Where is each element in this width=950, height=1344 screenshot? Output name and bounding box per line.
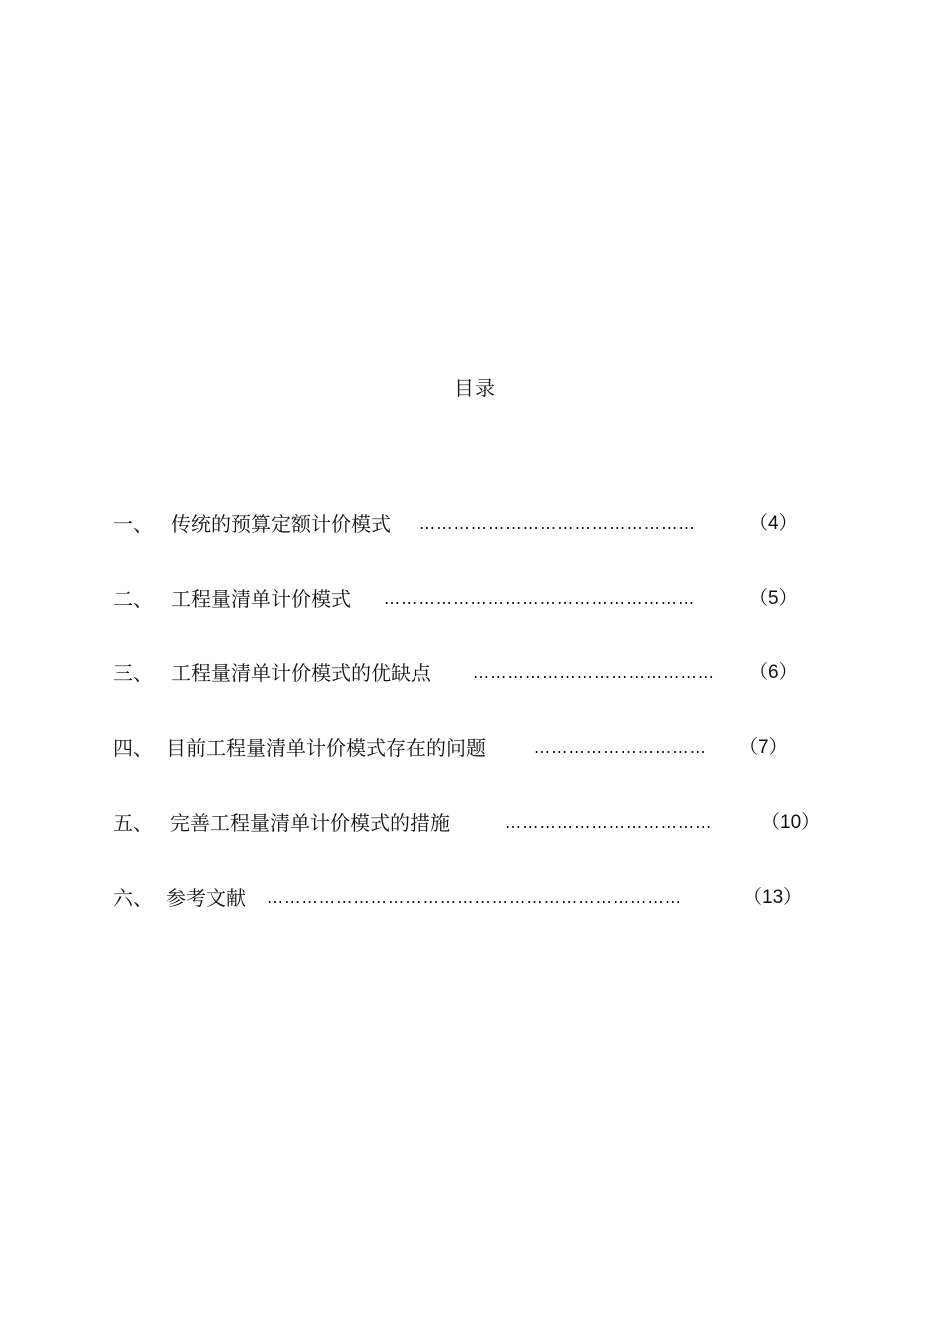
toc-entry-text: 目前工程量清单计价模式存在的问题 bbox=[166, 736, 486, 760]
toc-entry[interactable] bbox=[113, 884, 813, 912]
toc-entry-text: 完善工程量清单计价模式的措施 bbox=[170, 811, 450, 835]
toc-page-number: （7） bbox=[739, 737, 788, 758]
toc-page-number: （6） bbox=[749, 662, 798, 683]
toc-entry-number: 六、 bbox=[113, 886, 153, 910]
toc-entry[interactable] bbox=[113, 510, 813, 538]
toc-leader-dots: ……………………………………………… bbox=[384, 589, 696, 608]
toc-title: 目录 bbox=[454, 376, 496, 400]
toc-leader-dots: …………………………………… bbox=[473, 663, 716, 682]
toc-entry[interactable] bbox=[113, 585, 813, 613]
toc-entry-number: 四、 bbox=[113, 736, 153, 760]
toc-entry[interactable] bbox=[113, 734, 813, 762]
toc-entry-text: 工程量清单计价模式的优缺点 bbox=[171, 661, 431, 685]
toc-page-number: （4） bbox=[749, 513, 798, 534]
toc-entry-text: 参考文献 bbox=[166, 886, 246, 910]
toc-entry-text: 传统的预算定额计价模式 bbox=[171, 512, 391, 536]
toc-entry-text: 工程量清单计价模式 bbox=[171, 587, 351, 611]
toc-page-number: （5） bbox=[749, 588, 798, 609]
toc-entry-number: 三、 bbox=[113, 661, 153, 685]
toc-leader-dots: ………………………………………… bbox=[419, 514, 696, 533]
toc-entry-number: 二、 bbox=[113, 587, 153, 611]
toc-page-number: （13） bbox=[743, 887, 803, 908]
toc-entry-number: 五、 bbox=[113, 811, 153, 835]
toc-leader-dots: ………………………… bbox=[534, 738, 707, 757]
toc-entry-number: 一、 bbox=[113, 512, 153, 536]
toc-entry[interactable] bbox=[113, 809, 825, 837]
toc-leader-dots: ……………………………… bbox=[505, 813, 713, 832]
toc-entry[interactable] bbox=[113, 659, 813, 687]
toc-leader-dots: ……………………………………………………………… bbox=[267, 888, 683, 907]
toc-page-number: （10） bbox=[761, 812, 821, 833]
